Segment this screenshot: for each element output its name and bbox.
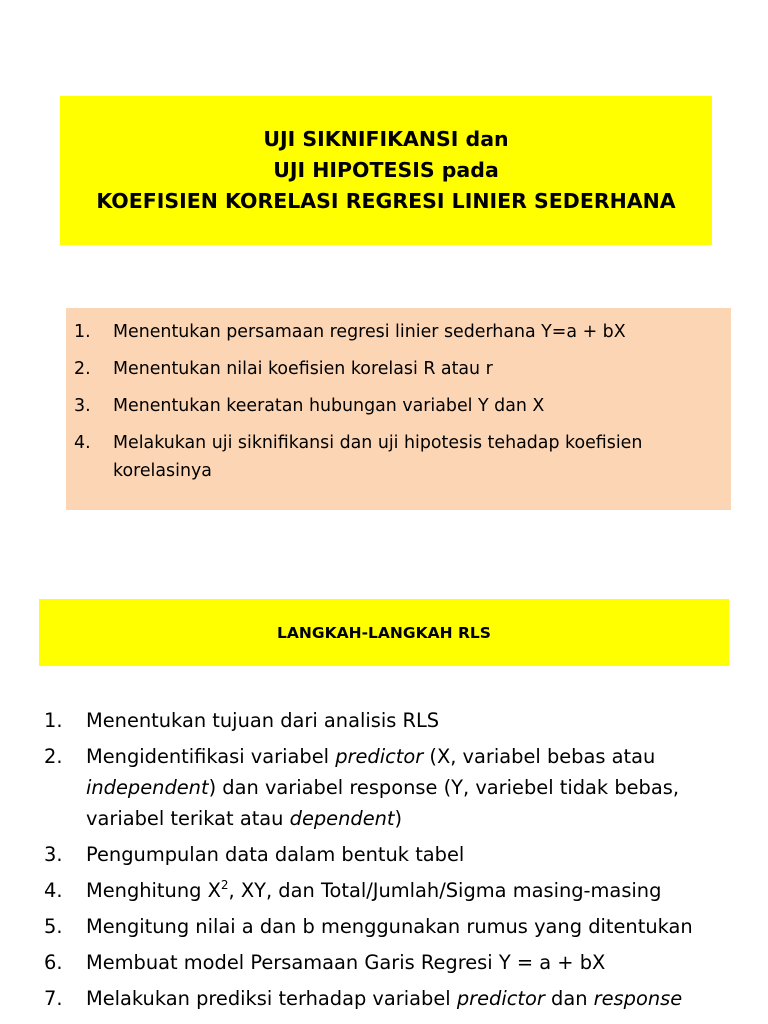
- rls-step-text-part: Mengidentifikasi variabel: [86, 745, 336, 768]
- steps-item-number: 1.: [74, 322, 91, 342]
- rls-step-italic-term: response: [593, 987, 683, 1010]
- rls-step-6: [44, 947, 744, 978]
- rls-step-4: [44, 875, 744, 906]
- steps-list: [74, 318, 719, 485]
- steps-item-text: Melakukan uji siknifikansi dan uji hipotesis tehadap koefisien korelasinya: [113, 433, 643, 481]
- rls-step-text: Mengitung nilai a dan b menggunakan rumus yang ditentukan: [86, 915, 693, 938]
- rls-step-text: Menentukan tujuan dari analisis RLS: [86, 709, 440, 732]
- rls-step-text-part: Menghitung X: [86, 879, 221, 902]
- rls-step-number: 1.: [44, 709, 63, 732]
- rls-step-text: [86, 875, 744, 906]
- rls-heading: LANGKAH-LANGKAH RLS: [277, 623, 491, 642]
- steps-box: [66, 308, 731, 510]
- rls-step-number: 5.: [44, 915, 63, 938]
- rls-step-italic-term: predictor: [456, 987, 545, 1010]
- rls-step-text: Pengumpulan data dalam bentuk tabel: [86, 843, 465, 866]
- rls-step-number: 3.: [44, 843, 63, 866]
- title-line-2: UJI HIPOTESIS pada: [273, 158, 499, 182]
- steps-item-3: [74, 392, 719, 420]
- steps-item-number: 4.: [74, 433, 91, 453]
- rls-step-text: [86, 983, 744, 1014]
- rls-step-text: [86, 741, 744, 834]
- rls-step-italic-term: predictor: [335, 745, 424, 768]
- rls-step-number: 7.: [44, 987, 63, 1010]
- steps-item-2: [74, 355, 719, 383]
- rls-step-text-part: (X, variabel bebas atau: [423, 745, 656, 768]
- rls-step-italic-term: independent: [86, 776, 209, 799]
- steps-item-1: [74, 318, 719, 346]
- rls-step-7: [44, 983, 744, 1014]
- rls-step-2: [44, 741, 744, 834]
- rls-step-number: 2.: [44, 745, 63, 768]
- rls-step-italic-term: dependent: [289, 807, 395, 830]
- rls-step-text-part: , XY, dan Total/Jumlah/Sigma masing-masing: [228, 879, 662, 902]
- rls-step-3: [44, 839, 744, 870]
- title-line-1: UJI SIKNIFIKANSI dan: [263, 127, 509, 151]
- steps-item-number: 3.: [74, 396, 91, 416]
- steps-item-text: Menentukan keeratan hubungan variabel Y dan X: [113, 396, 545, 416]
- rls-step-superscript: 2: [220, 878, 229, 892]
- rls-step-5: [44, 911, 744, 942]
- steps-item-text: Menentukan nilai koefisien korelasi R atau r: [113, 359, 493, 379]
- rls-heading-box: [39, 599, 729, 666]
- rls-step-text-part: ): [394, 807, 403, 830]
- title-box: [60, 96, 712, 245]
- rls-step-number: 6.: [44, 951, 63, 974]
- steps-item-number: 2.: [74, 359, 91, 379]
- steps-item-text: Menentukan persamaan regresi linier sederhana Y=a + bX: [113, 322, 626, 342]
- steps-item-4: [74, 429, 719, 485]
- rls-step-text-part: dan: [544, 987, 594, 1010]
- rls-step-1: [44, 705, 744, 736]
- rls-step-text: Membuat model Persamaan Garis Regresi Y = a + bX: [86, 951, 606, 974]
- title-line-3: KOEFISIEN KORELASI REGRESI LINIER SEDERHANA: [96, 189, 676, 213]
- rls-step-text-part: ) dan variabel response (Y, variebel tidak bebas, variabel terikat atau: [86, 776, 680, 830]
- rls-step-number: 4.: [44, 879, 63, 902]
- rls-step-text-part: Melakukan prediksi terhadap variabel: [86, 987, 457, 1010]
- rls-steps-list: [44, 705, 744, 1019]
